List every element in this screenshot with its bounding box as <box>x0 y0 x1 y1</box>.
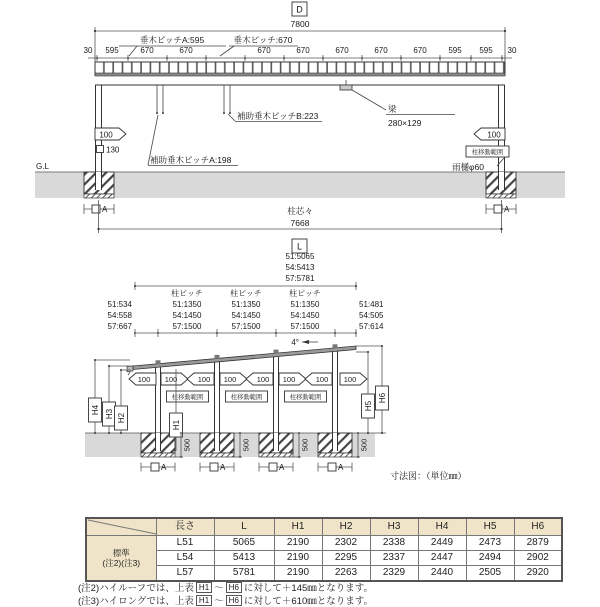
front-ground <box>35 172 565 198</box>
view-d-label: D <box>296 5 303 15</box>
footing-label: A <box>220 463 226 472</box>
table-cell: 2440 <box>418 566 466 582</box>
sloped-roof <box>133 346 356 370</box>
footing-label: A <box>279 463 285 472</box>
pitch-value: 51:1350 <box>173 300 202 309</box>
post-move-value: 100 <box>198 375 211 384</box>
segment-dim: 670 <box>179 46 193 55</box>
length-value: 51:5065 <box>286 252 315 261</box>
square-symbol <box>97 146 104 153</box>
front-left-annotations <box>36 111 322 171</box>
segment-dim: 595 <box>105 46 119 55</box>
table-cell: 2902 <box>514 551 562 566</box>
roof-slope-value: 4° <box>291 338 299 347</box>
row-group-cell <box>86 536 156 582</box>
segment-dim: 670 <box>257 46 271 55</box>
rafter-pitch-a-label: 垂木ピッチA:595 <box>140 35 205 45</box>
square-symbol <box>494 205 502 213</box>
footnote-text: ～ <box>214 596 224 607</box>
side-move-arrows <box>129 373 367 385</box>
embed-depth: 500 <box>183 439 192 452</box>
square-symbol <box>269 463 277 471</box>
col-header: L <box>214 518 274 536</box>
post-move-value: 100 <box>224 375 237 384</box>
table-cell: 2302 <box>322 536 370 551</box>
pitch-title: 柱ピッチ <box>289 288 321 298</box>
col-header: H5 <box>466 518 514 536</box>
post-range-label: 柱移動範囲 <box>472 147 503 156</box>
pitch-value: 57:1500 <box>291 322 320 331</box>
col-header: H6 <box>514 518 562 536</box>
table-header-row <box>86 518 562 536</box>
table-row <box>86 551 562 566</box>
segment-dim: 30 <box>84 46 93 55</box>
table-cell: 2329 <box>370 566 418 582</box>
front-span-dimension <box>97 200 502 233</box>
table-cell: 2295 <box>322 551 370 566</box>
post-span-label: 柱芯々 <box>287 206 313 216</box>
pitch-value: 54:1450 <box>232 311 261 320</box>
h6-ref-box: H6 <box>226 595 242 606</box>
gutter-end <box>127 366 133 372</box>
overhang-left-value: 51:534 <box>108 300 133 309</box>
post-move-value: 100 <box>257 375 270 384</box>
segment-dim: 670 <box>296 46 310 55</box>
post-move-value: 100 <box>283 375 296 384</box>
front-segment-dimensions <box>84 46 517 61</box>
footnote-text: に対して＋145㎜となります。 <box>244 583 373 594</box>
footnote-text: (注2)ハイルーフでは、上表 <box>78 583 194 594</box>
table-cell: 5065 <box>214 536 274 551</box>
segment-dim: 670 <box>335 46 349 55</box>
col-header: H1 <box>274 518 322 536</box>
footnote-text: に対して＋610㎜となります。 <box>244 596 373 607</box>
ground-level-label: G.L <box>36 162 49 171</box>
h2-label: H2 <box>117 412 126 423</box>
overhang-right-value: 54:505 <box>359 311 384 320</box>
segment-dim: 595 <box>448 46 462 55</box>
rafter-pitch-label: 垂木ピッチ:670 <box>234 35 293 45</box>
table-row <box>86 536 562 551</box>
table-cell: 2505 <box>466 566 514 582</box>
overhang-right-value: 51:481 <box>359 300 384 309</box>
length-value: 57:5781 <box>286 274 315 283</box>
embed-depth: 500 <box>360 439 369 452</box>
table-row <box>86 566 562 582</box>
h5-label: H5 <box>364 400 373 411</box>
h4-label: H4 <box>91 404 100 415</box>
segment-dim: 30 <box>508 46 517 55</box>
view-l-label: L <box>297 242 302 252</box>
pitch-value: 51:1350 <box>291 300 320 309</box>
footing-label: A <box>102 205 108 214</box>
total-width-value: 7800 <box>291 19 310 29</box>
table-cell: 2337 <box>370 551 418 566</box>
corner-diagonal <box>87 519 157 535</box>
col-header: H3 <box>370 518 418 536</box>
table-cell: 2447 <box>418 551 466 566</box>
pitch-value: 57:1500 <box>173 322 202 331</box>
footing-label: A <box>504 205 510 214</box>
post-move-value: 100 <box>99 130 113 139</box>
gutter-label: 雨樋φ60 <box>452 162 484 172</box>
spec-table <box>85 517 563 582</box>
row-group-line2: (注2)(注3) <box>87 558 156 568</box>
post-span-value: 7668 <box>291 218 310 228</box>
h3-label: H3 <box>105 408 114 419</box>
post-range-label: 柱移動範囲 <box>172 392 203 401</box>
h1-ref-box: H1 <box>196 595 212 606</box>
pitch-title: 柱ピッチ <box>171 288 203 298</box>
front-right-annotations <box>352 90 509 172</box>
table-cell: 5781 <box>214 566 274 582</box>
square-symbol <box>210 463 218 471</box>
table-cell: 5413 <box>214 551 274 566</box>
row-group-line1: 標準 <box>87 548 156 558</box>
footnote-3 <box>78 595 373 607</box>
post-move-value: 100 <box>138 375 151 384</box>
h6-label: H6 <box>378 392 387 403</box>
pitch-value: 51:1350 <box>232 300 261 309</box>
square-symbol <box>328 463 336 471</box>
col-header: H2 <box>322 518 370 536</box>
side-ground <box>85 433 375 457</box>
overhang-left-value: 54:558 <box>108 311 133 320</box>
row-name: L57 <box>156 566 214 582</box>
col-header: 長さ <box>156 518 214 536</box>
segment-dim: 670 <box>413 46 427 55</box>
table-cell: 2473 <box>466 536 514 551</box>
side-pitch-dimensions <box>108 288 384 347</box>
post-range-label: 柱移動範囲 <box>290 392 321 401</box>
side-footing-dims <box>141 463 352 473</box>
beam-label: 梁 <box>388 104 397 114</box>
post-move-value: 100 <box>316 375 329 384</box>
aux-rafter-pitch-b-label: 補助垂木ピッチB:223 <box>237 111 319 121</box>
side-elevation <box>0 236 600 500</box>
row-name: L54 <box>156 551 214 566</box>
table-cell: 2879 <box>514 536 562 551</box>
post-section-value: 130 <box>106 146 120 155</box>
table-cell: 2190 <box>274 551 322 566</box>
col-header: H4 <box>418 518 466 536</box>
table-cell: 2338 <box>370 536 418 551</box>
h1-label: H1 <box>172 419 181 430</box>
unit-note: 寸法図：（単位㎜） <box>390 470 467 481</box>
footing-label: A <box>161 463 167 472</box>
pitch-title: 柱ピッチ <box>230 288 262 298</box>
slope-arrow-icon <box>302 340 309 344</box>
beam-marker <box>340 85 352 90</box>
front-elevation <box>0 0 600 236</box>
table-cell: 2449 <box>418 536 466 551</box>
front-frame <box>95 62 505 190</box>
post-move-value: 100 <box>344 375 357 384</box>
aux-rafter-pitch-a-label: 補助垂木ピッチA:198 <box>150 155 232 165</box>
table-cell: 2494 <box>466 551 514 566</box>
footnotes <box>78 582 373 607</box>
segment-dim: 670 <box>374 46 388 55</box>
post-move-value: 100 <box>487 130 501 139</box>
row-name: L51 <box>156 536 214 551</box>
embed-depth: 500 <box>301 439 310 452</box>
footnote-text: (注3)ハイロングでは、上表 <box>78 596 194 607</box>
side-length-dimension <box>134 239 357 290</box>
table-cell: 2190 <box>274 566 322 582</box>
square-symbol <box>151 463 159 471</box>
table-corner-cell <box>86 518 156 536</box>
post-range-label: 柱移動範囲 <box>231 392 262 401</box>
table-cell: 2190 <box>274 536 322 551</box>
h6-ref-box: H6 <box>226 582 242 593</box>
length-value: 54:5413 <box>286 263 315 272</box>
table-cell: 2920 <box>514 566 562 582</box>
post-move-value: 100 <box>165 375 178 384</box>
beam-size: 280×129 <box>388 118 422 128</box>
side-post-range <box>167 391 327 402</box>
footing-label: A <box>338 463 344 472</box>
segment-dim: 595 <box>479 46 493 55</box>
overhang-left-value: 57:667 <box>108 322 133 331</box>
pitch-value: 54:1450 <box>291 311 320 320</box>
segment-dim: 670 <box>140 46 154 55</box>
footnote-2 <box>78 582 373 595</box>
table-cell: 2263 <box>322 566 370 582</box>
pitch-value: 54:1450 <box>173 311 202 320</box>
footnote-text: ～ <box>214 583 224 594</box>
pitch-value: 57:1500 <box>232 322 261 331</box>
overhang-right-value: 57:614 <box>359 322 384 331</box>
embed-depth: 500 <box>242 439 251 452</box>
h1-ref-box: H1 <box>196 582 212 593</box>
